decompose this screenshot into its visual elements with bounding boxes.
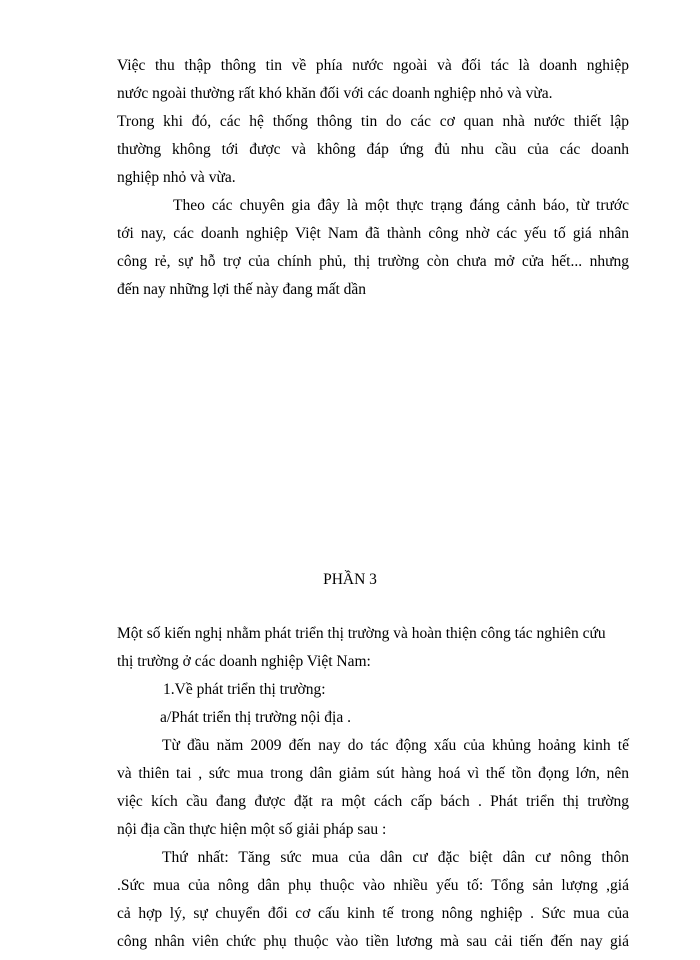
- paragraph-line: việc kích cầu đang được đặt ra một cách cấp bách . Phát triển thị trường: [117, 793, 629, 810]
- paragraph-line: Từ đầu năm 2009 đến nay do tác động xấu của khủng hoảng kinh tế: [162, 737, 629, 754]
- paragraph-line: Một số kiến nghị nhằm phát triển thị trường và hoàn thiện công tác nghiên cứu: [117, 625, 606, 642]
- paragraph-line: Việc thu thập thông tin về phía nước ngoài và đối tác là doanh nghiệp: [117, 57, 629, 74]
- paragraph-line: nghiệp nhỏ và vừa.: [117, 169, 236, 186]
- paragraph-line: .Sức mua của nông dân phụ thuộc vào nhiều yếu tố: Tổng sản lượng ,giá: [117, 877, 629, 894]
- paragraph-line: Thứ nhất: Tăng sức mua của dân cư đặc biệt dân cư nông thôn: [162, 849, 629, 866]
- paragraph-line: thường không tới được và không đáp ứng đủ nhu cầu của các doanh: [117, 141, 629, 158]
- paragraph-line: nội địa cần thực hiện một số giải pháp sau :: [117, 821, 387, 838]
- paragraph-line: và thiên tai , sức mua trong dân giảm sút hàng hoá vì thế tồn đọng lớn, nên: [117, 765, 629, 782]
- paragraph-line: thị trường ở các doanh nghiệp Việt Nam:: [117, 653, 371, 670]
- list-subitem: a/Phát triển thị trường nội địa .: [160, 709, 351, 726]
- paragraph-line: nước ngoài thường rất khó khăn đối với các doanh nghiệp nhỏ và vừa.: [117, 85, 553, 102]
- paragraph-line: đến nay những lợi thế này đang mất dần: [117, 281, 367, 298]
- paragraph-line: tới nay, các doanh nghiệp Việt Nam đã thành công nhờ các yếu tố giá nhân: [117, 225, 629, 242]
- paragraph-line: cả hợp lý, sự chuyển đổi cơ cấu kinh tế trong nông nghiệp . Sức mua của: [117, 905, 629, 922]
- paragraph-line: Trong khi đó, các hệ thống thông tin do các cơ quan nhà nước thiết lập: [117, 113, 629, 130]
- paragraph-line: công rẻ, sự hỗ trợ của chính phủ, thị trường còn chưa mở cửa hết... nhưng: [117, 253, 629, 270]
- section-heading: PHẦN 3: [323, 571, 377, 588]
- list-item: 1.Về phát triển thị trường:: [163, 681, 326, 698]
- paragraph-line: công nhân viên chức phụ thuộc vào tiền lương mà sau cải tiến đến nay giá: [117, 933, 629, 950]
- paragraph-line: Theo các chuyên gia đây là một thực trạng đáng cảnh báo, từ trước: [173, 197, 629, 214]
